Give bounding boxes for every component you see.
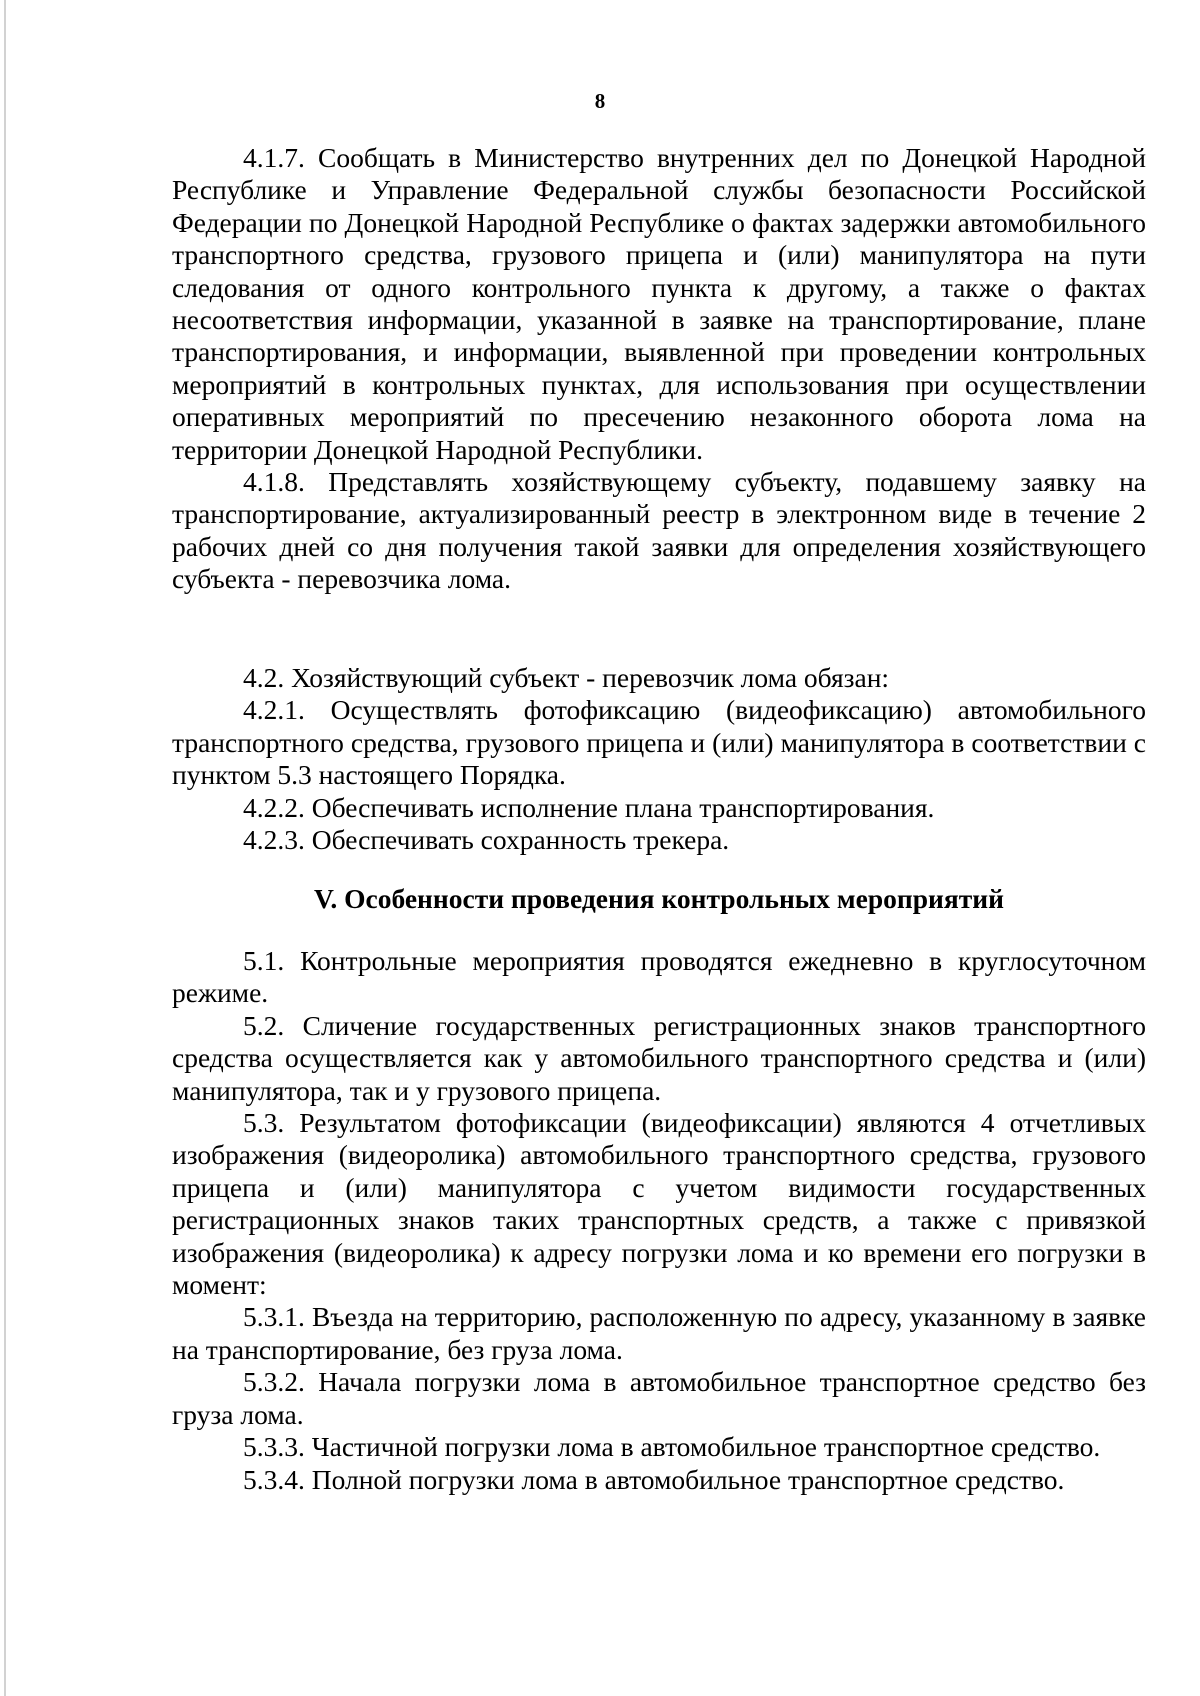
section-5-heading: V. Особенности проведения контрольных мероприятий [314,883,1004,914]
page-number: 8 [594,89,606,113]
paragraph-5-3-1: 5.3.1. Въезда на территорию, расположенную по адресу, указанному в заявке на транспортирование, без груза лома. [172,1301,1146,1365]
scan-edge-line [4,0,6,1696]
clause-4-1-continued [172,142,1146,596]
paragraph-4-2: 4.2. Хозяйствующий субъект - перевозчик лома обязан: [243,662,890,693]
paragraph-5-3-3: 5.3.3. Частичной погрузки лома в автомобильное транспортное средство. [243,1431,1101,1463]
paragraph-5-2: 5.2. Сличение государственных регистрационных знаков транспортного средства осуществляется как у автомобильного транспортного средства и (или) манипулятора, так и у грузового прицепа. [172,1009,1146,1106]
paragraph-5-1: 5.1. Контрольные мероприятия проводятся ежедневно в круглосуточном режиме. [172,945,1146,1009]
paragraph-5-3: 5.3. Результатом фотофиксации (видеофиксации) являются 4 отчетливых изображения (видеоролика) автомобильного транспортного средства, грузового прицепа и (или) манипулятора с учетом видимости государственных регистрационных знаков таких транспортных средств, а также с привязкой изображения (видеоролика) к адресу погрузки лома и ко времени его погрузки в момент: [172,1107,1146,1301]
paragraph-4-1-7: 4.1.7. Сообщать в Министерство внутренних дел по Донецкой Народной Республике и Управление Федеральной службы безопасности Российской Федерации по Донецкой Народной Республике о фактах задержки автомобильного транспортного средства, грузового прицепа и (или) манипулятора на пути следования от одного контрольного пункта к другому, а также о фактах несоответствия информации, указанной в заявке на транспортирование, плане транспортирования, и информации, выявленной при проведении контрольных мероприятий в контрольных пунктах, для использования при осуществлении оперативных мероприятий по пресечению незаконного оборота лома на территории Донецкой Народной Республики. [172,142,1146,465]
paragraph-4-2-1: 4.2.1. Осуществлять фотофиксацию (видеофиксацию) автомобильного транспортного средства, грузового прицепа и (или) манипулятора в соответствии с пунктом 5.3 настоящего Порядка. [172,694,1146,791]
paragraph-4-2-2: 4.2.2. Обеспечивать исполнение плана транспортирования. [243,791,935,823]
paragraph-5-3-2: 5.3.2. Начала погрузки лома в автомобильное транспортное средство без груза лома. [172,1366,1146,1430]
paragraph-4-1-8: 4.1.8. Представлять хозяйствующему субъекту, подавшему заявку на транспортирование, актуализированный реестр в электронном виде в течение 2 рабочих дней со дня получения такой заявки для определения хозяйствующего субъекта - перевозчика лома. [172,466,1146,595]
paragraph-5-3-4: 5.3.4. Полной погрузки лома в автомобильное транспортное средство. [243,1463,1065,1495]
section-5-body [172,945,1146,1496]
clause-4-2 [172,662,1146,856]
paragraph-4-2-3: 4.2.3. Обеспечивать сохранность трекера. [243,824,730,856]
